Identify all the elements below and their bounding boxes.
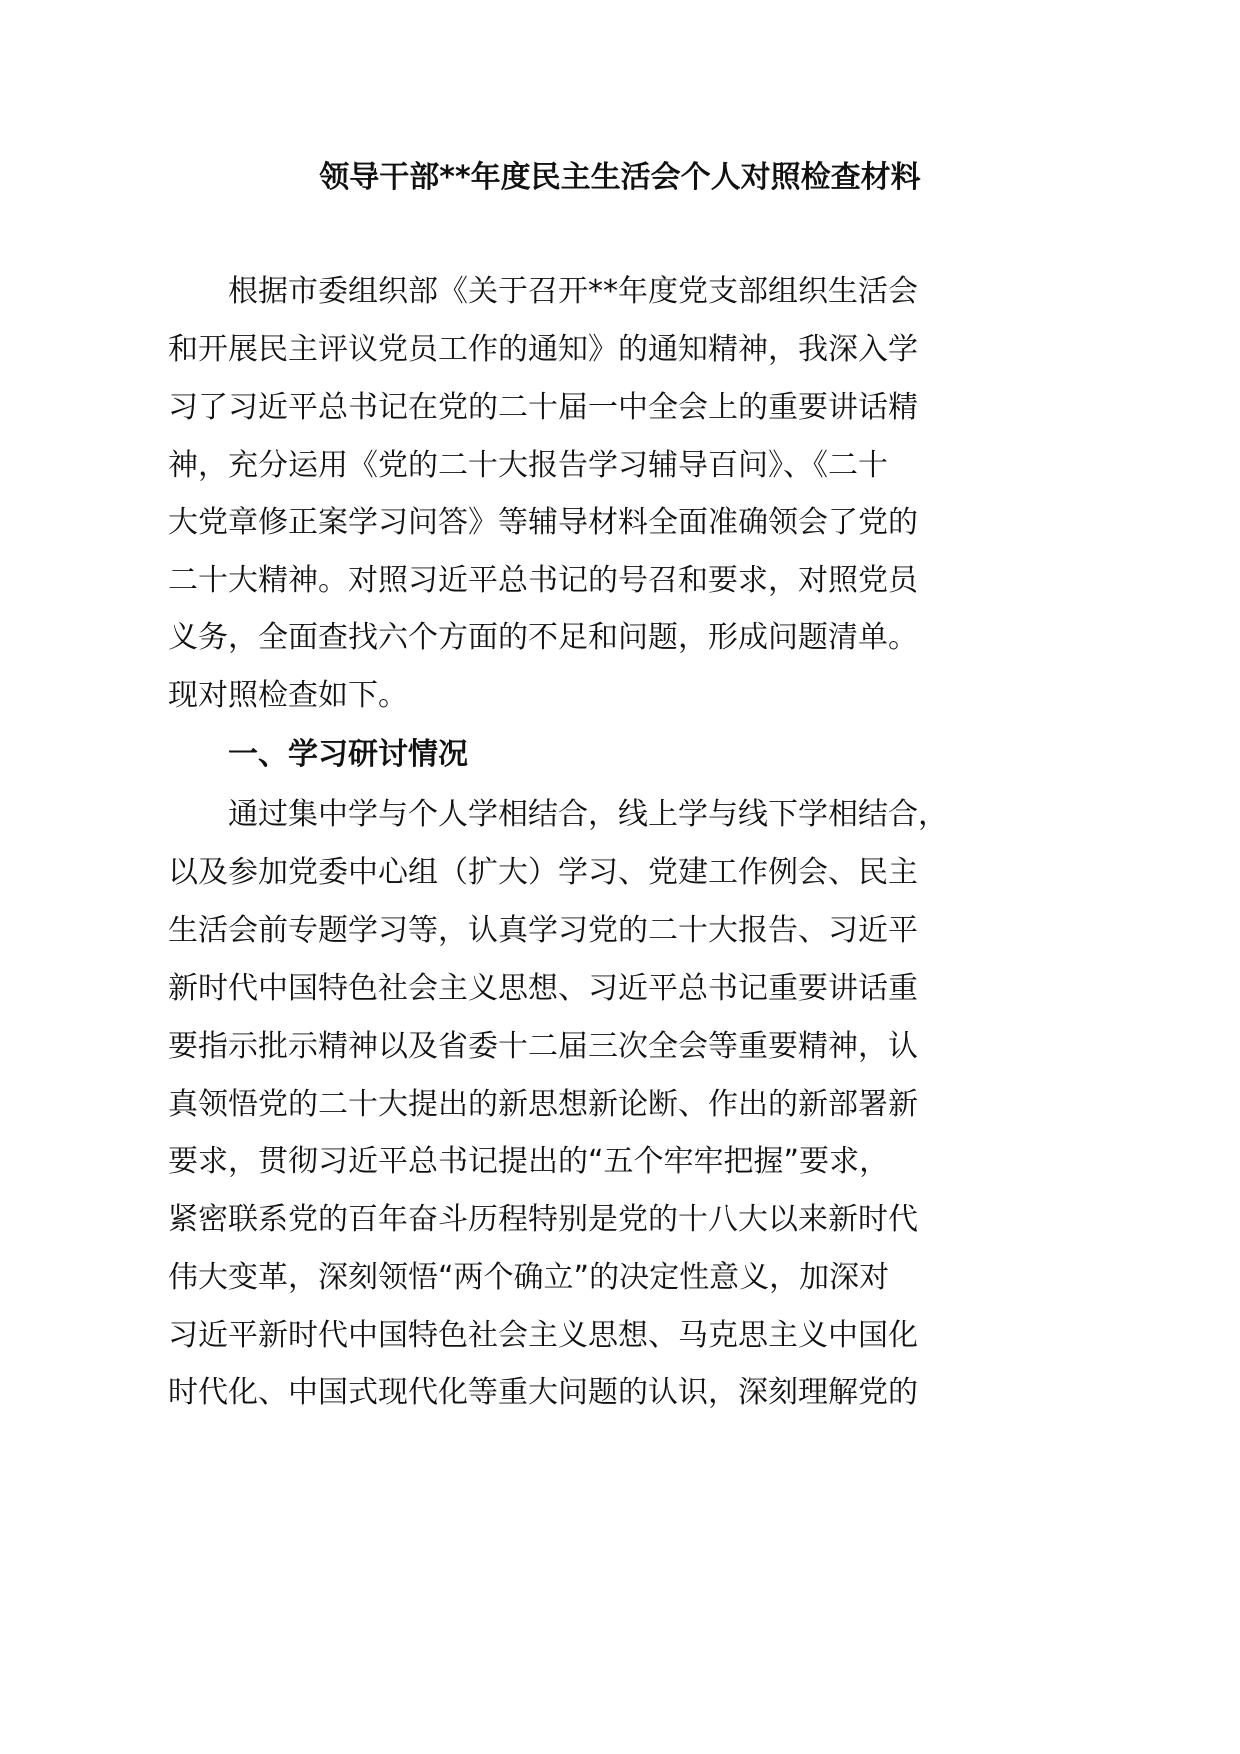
paragraph-line: 真领悟党的二十大提出的新思想新论断、作出的新部署新 (168, 1087, 918, 1122)
paragraph-line: 要求，贯彻习近平总书记提出的“五个牢牢把握”要求， (168, 1144, 890, 1179)
paragraph-line: 根据市委组织部《关于召开**年度党支部组织生活会 (228, 274, 918, 309)
paragraph-line: 新时代中国特色社会主义思想、习近平总书记重要讲话重 (168, 971, 918, 1006)
paragraph-line: 生活会前专题学习等，认真学习党的二十大报告、习近平 (168, 913, 918, 948)
document-title: 领导干部**年度民主生活会个人对照检查材料 (319, 160, 921, 195)
paragraph-line: 和开展民主评议党员工作的通知》的通知精神，我深入学 (168, 332, 918, 367)
paragraph-line: 通过集中学与个人学相结合，线上学与线下学相结合， (228, 797, 948, 832)
section-heading: 一、学习研讨情况 (228, 737, 468, 772)
paragraph-line: 神，充分运用《党的二十大报告学习辅导百问》、《二十 (168, 448, 888, 483)
paragraph-line: 二十大精神。对照习近平总书记的号召和要求，对照党员 (168, 563, 918, 598)
paragraph-line: 习近平新时代中国特色社会主义思想、马克思主义中国化 (168, 1318, 918, 1353)
paragraph-line: 大党章修正案学习问答》等辅导材料全面准确领会了党的 (168, 505, 918, 540)
paragraph-line: 紧密联系党的百年奋斗历程特别是党的十八大以来新时代 (168, 1202, 918, 1237)
paragraph-line: 要指示批示精神以及省委十二届三次全会等重要精神，认 (168, 1029, 918, 1064)
paragraph-line: 时代化、中国式现代化等重大问题的认识，深刻理解党的 (168, 1375, 918, 1410)
paragraph-line: 习了习近平总书记在党的二十届一中全会上的重要讲话精 (168, 390, 918, 425)
paragraph-line: 义务，全面查找六个方面的不足和问题，形成问题清单。 (168, 620, 918, 655)
paragraph-line: 以及参加党委中心组（扩大）学习、党建工作例会、民主 (168, 855, 918, 890)
paragraph-line: 现对照检查如下。 (168, 678, 408, 713)
paragraph-line: 伟大变革，深刻领悟“两个确立”的决定性意义，加深对 (168, 1260, 890, 1295)
